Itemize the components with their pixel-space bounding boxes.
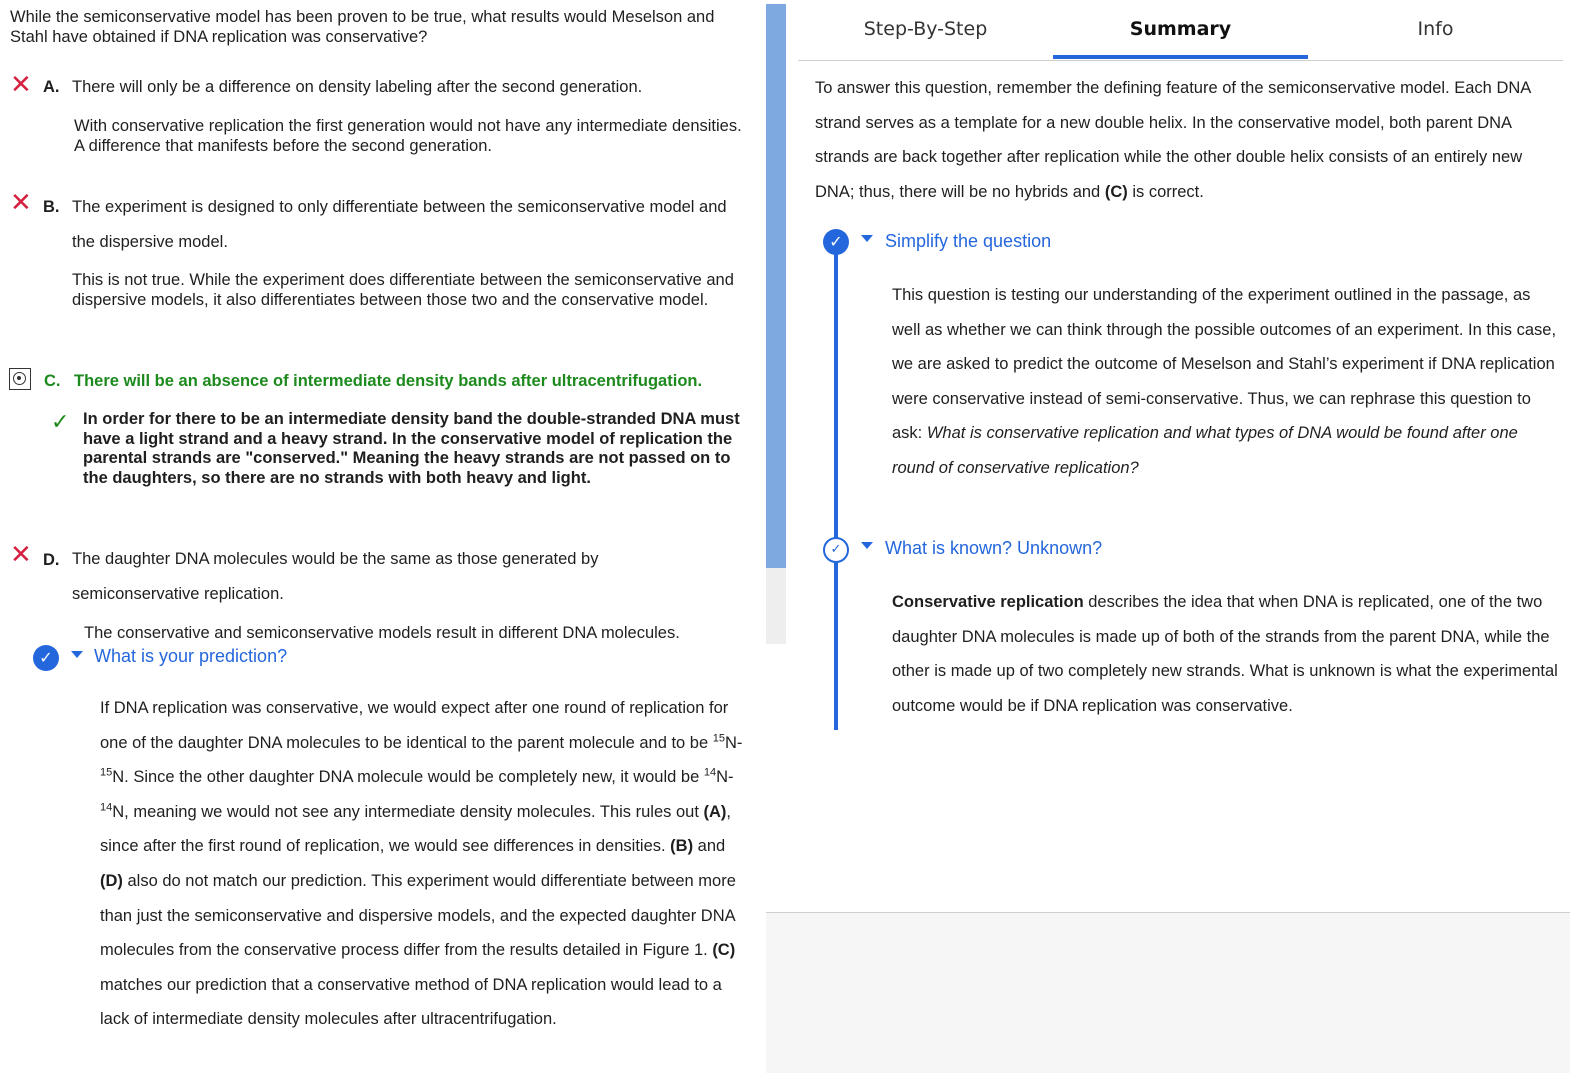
choice-a-letter: A. [43, 78, 60, 96]
choice-a-option[interactable]: There will only be a difference on density labeling after the second generation. [72, 78, 643, 96]
step-simplify-text: This question is testing our understanding of the experiment outlined in the passage, as well as whether we can think through the possible outcomes of an experiment. In this case, we are asked to predict the outcome of Meselson and Stahl’s experiment if DNA replication were conservative instead of semi-conservative. Thus, we can rephrase this question to ask: What is conservative replication and what types of DNA would be found after one round of conservative replication? [892, 286, 1557, 477]
bottom-panel [766, 912, 1570, 1073]
caret-down-icon[interactable] [861, 235, 873, 242]
choice-b-letter: B. [43, 198, 60, 216]
step-simplify-toggle[interactable]: Simplify the question [885, 231, 1052, 251]
step-timeline [834, 254, 838, 730]
question-text: While the semiconservative model has been proven to be true, what results would Meselson and Stahl have obtained if DNA replication was conservative? [10, 8, 715, 46]
tab-bar [798, 0, 1563, 61]
choice-b-option[interactable]: The experiment is designed to only differentiate between the semiconservative model and the dispersive model. [72, 198, 727, 251]
step-known-toggle[interactable]: What is known? Unknown? [885, 538, 1103, 558]
check-mark-icon: ✓ [51, 410, 70, 435]
choice-c-explanation: In order for there to be an intermediate density band the double-stranded DNA must have a light strand and a heavy strand. In the conservative model of replication the parental strands are "conserved." Meaning the heavy strands are not passed on to the daughters, so there are no strands with both heavy and light. [83, 410, 740, 487]
scrollbar-thumb[interactable] [766, 4, 786, 568]
choice-d-explanation: The conservative and semiconservative models result in different DNA molecules. [84, 624, 680, 642]
prediction-text: If DNA replication was conservative, we would expect after one round of replication for one of the daughter DNA molecules to be identical to the parent molecule and to be $^{15}$N-$^{15}$N. Since the other daughter DNA molecule would be completely new, it would be $^{14}$N-$^{14}$N, meaning we would not see any intermediate density molecules. This rules out (A), since after the first round of replication, we would see differences in densities. (B) and (D) also do not match our prediction. This experiment would differentiate between more than just the semiconservative and dispersive models, and the expected daughter DNA molecules from the conservative process differ from the results detailed in Figure 1. (C) matches our prediction that a conservative method of DNA replication would lead to a lack of intermediate density molecules after ultracentrifugation. [100, 699, 743, 1029]
active-tab-indicator [1053, 55, 1308, 59]
choice-d-option[interactable]: The daughter DNA molecules would be the same as those generated by semiconservative replication. [72, 550, 599, 603]
choice-a-explanation: With conservative replication the first generation would not have any intermediate densities. A difference that manifests before the second generation. [74, 117, 742, 155]
choice-d-letter: D. [43, 551, 60, 569]
caret-down-icon[interactable] [861, 542, 873, 549]
tab-info[interactable]: Info [1417, 18, 1454, 40]
choice-c-letter: C. [44, 372, 61, 390]
x-mark-icon: ✕ [10, 188, 32, 218]
check-circle-icon: ✓ [823, 537, 849, 563]
x-mark-icon: ✕ [10, 70, 32, 100]
step-known-text: Conservative replication describes the idea that when DNA is replicated, one of the two daughter DNA molecules is made up of both of the strands from the parent DNA, while the other is made up of two completely new strands. What is unknown is what the experimental outcome would be if DNA replication was conservative. [892, 593, 1558, 715]
tab-summary[interactable]: Summary [1129, 18, 1232, 40]
choice-b-explanation: This is not true. While the experiment does differentiate between the semiconservative and dispersive models, it also differentiates between those two and the conservative model. [72, 271, 734, 309]
caret-down-icon[interactable] [71, 651, 83, 658]
question-pane [0, 0, 766, 1072]
radio-selected-icon[interactable] [9, 368, 31, 390]
summary-intro: To answer this question, remember the defining feature of the semiconservative model. Each DNA strand serves as a template for a new double helix. In the conservative model, both parent DNA strands are back together after replication while the other double helix consists of an entirely new DNA; thus, there will be no hybrids and (C) is correct. [815, 79, 1531, 201]
x-mark-icon: ✕ [10, 540, 32, 570]
choice-c-option[interactable]: There will be an absence of intermediate density bands after ultracentrifugation. [74, 372, 703, 390]
scrollbar[interactable] [766, 4, 786, 644]
check-circle-icon: ✓ [33, 645, 59, 671]
tab-step-by-step[interactable]: Step-By-Step [863, 18, 988, 40]
check-circle-icon: ✓ [823, 229, 849, 255]
prediction-toggle[interactable]: What is your prediction? [94, 646, 288, 666]
